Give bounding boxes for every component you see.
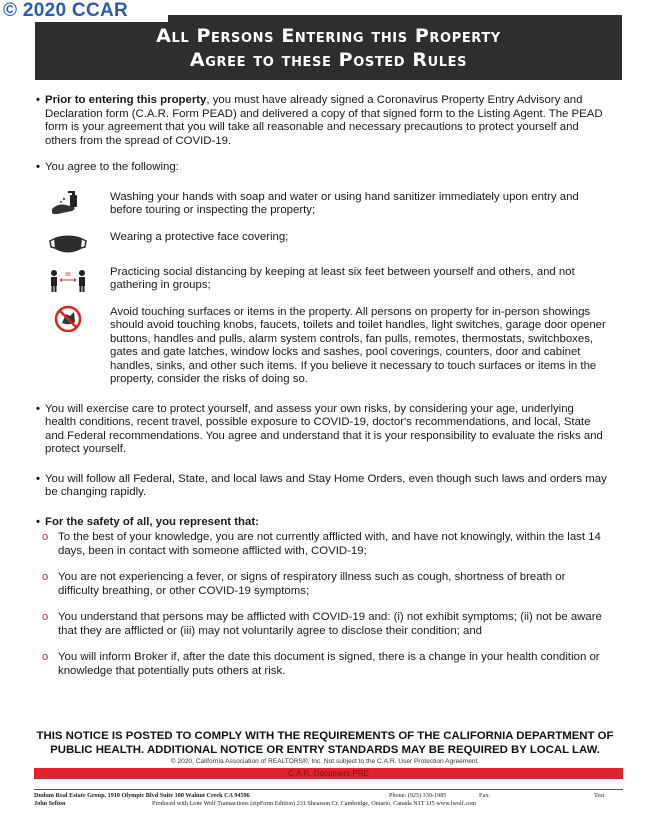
representation-item (36, 571, 608, 598)
document-body (36, 94, 608, 691)
bullet-icon: • (36, 161, 40, 173)
footer-agent: John Sefton (34, 800, 66, 807)
rule-text: Washing your hands with soap and water or using hand sanitizer immediately upon entry and before touring or inspecting the property; (110, 190, 579, 216)
bullet-icon: • (36, 472, 40, 485)
footer-phone: Phone: (925) 330-1985 (389, 792, 447, 799)
face-mask-icon (48, 229, 88, 259)
rule-face-covering (36, 231, 608, 253)
compliance-notice (36, 729, 614, 757)
representation-text: You are not experiencing a fever, or signs of respiratory illness such as cough, shortness of breath or difficulty breathing, or other COVID-19 symptoms; (58, 571, 566, 597)
rule-social-distancing (36, 266, 608, 293)
representation-text: You will inform Broker if, after the date this document is signed, there is a change in your health condition or knowledge that potentially puts others at risk. (58, 651, 600, 677)
title-line-1: All Persons Entering this Property (156, 25, 501, 47)
social-distancing-icon (48, 264, 88, 294)
representation-item (36, 651, 608, 678)
intro-paragraph (36, 94, 608, 148)
laws-paragraph (36, 473, 608, 500)
care-paragraph (36, 403, 608, 457)
intro-text: , you must have already signed a Coronavirus Property Entry Advisory and Declaration form (C.A.R. Form PEAD) and delivered a copy of that signed form to the Listing Agent. The PEAD form is your agreement that you will take all reasonable and necessary precautions to protect yourself and others from the spread of COVID-19. (45, 94, 603, 147)
circle-bullet-icon: o (42, 571, 49, 583)
circle-bullet-icon: o (42, 651, 49, 663)
representation-item (36, 611, 608, 638)
rule-text: Wearing a protective face covering; (110, 230, 289, 243)
rule-text: Practicing social distancing by keeping at least six feet between yourself and others, and not gathering in groups; (110, 265, 575, 291)
rule-text: Avoid touching surfaces or items in the property. All persons on property for in-person showings should avoid touching knobs, faucets, toilets and toilet handles, light switches, garage door opener buttons, handles and pulls, alarm system controls, fan pulls, remotes, thermostats, switchboxes, gates and gate latches, window locks and sashes, pool coverings, counters, door and cabinet handles, sinks, and other such items. If you believe it necessary to touch surfaces or items in the property, consider the risks of doing so. (110, 305, 606, 385)
footer-fax: Fax: (479, 792, 491, 799)
agree-heading-text: You agree to the following: (45, 161, 179, 173)
representation-text: You understand that persons may be afflicted with COVID-19 and: (i) not exhibit symptoms; (ii) not be aware that they are afflicted or (iii) may not voluntarily agree to disclose their condition; and (58, 611, 602, 637)
rule-avoid-touching (36, 306, 608, 387)
rule-hand-washing (36, 191, 608, 218)
footer (34, 789, 623, 808)
bullet-icon: • (36, 402, 40, 415)
title-line-2: Agree to these Posted Rules (189, 49, 468, 71)
distance-label: 6ft (65, 271, 71, 278)
laws-text: You will follow all Federal, State, and local laws and Stay Home Orders, even though such laws and orders may be changing rapidly. (45, 472, 607, 498)
hand-sanitizer-icon (48, 189, 88, 219)
bullet-icon: • (36, 515, 40, 528)
representation-item (36, 531, 608, 558)
bullet-icon: • (36, 94, 40, 106)
intro-bold: Prior to entering this property (45, 94, 207, 106)
footer-test: Test (594, 792, 605, 799)
care-text: You will exercise care to protect yourself, and assess your own risks, by considering your age, underlying health conditions, recent travel, possible exposure to COVID-19, doctor's recommendations, and local, State and Federal recommendations. You agree and understand that it is your responsibility to evaluate the risks and protect yourself. (45, 402, 603, 455)
form-id-bar: C.A.R. Document PRE (34, 768, 623, 779)
footer-produced: Produced with Lone Wolf Transactions (zipForm Edition) 231 Shearson Cr. Cambridge, Ontario, Canada N1T 1J5 www.lwolf.com (152, 800, 477, 807)
circle-bullet-icon: o (42, 531, 49, 543)
no-touching-icon (48, 304, 88, 334)
notice-line-2: PUBLIC HEALTH. ADDITIONAL NOTICE OR ENTRY STANDARDS MAY BE REQUIRED BY LOCAL LAW. (50, 744, 600, 756)
safety-heading (36, 516, 608, 530)
safety-heading-text: For the safety of all, you represent that: (45, 515, 259, 528)
footer-company: Dudum Real Estate Group, 1910 Olympic Blvd Suite 100 Walnut Creek CA 94596 (34, 792, 250, 799)
representation-text: To the best of your knowledge, you are not currently afflicted with, and have not knowingly, within the last 14 days, been in contact with someone afflicted with, COVID-19; (58, 531, 601, 557)
agree-heading (36, 161, 608, 175)
page-title (35, 15, 622, 80)
copyright-watermark: © 2020 CCAR (0, 0, 168, 22)
copyright-line: © 2020, California Association of REALTORS®, Inc. Not subject to the C.A.R. User Protection Agreement. (170, 758, 480, 765)
circle-bullet-icon: o (42, 611, 49, 623)
notice-line-1: THIS NOTICE IS POSTED TO COMPLY WITH THE REQUIREMENTS OF THE CALIFORNIA DEPARTMENT OF (36, 730, 614, 742)
